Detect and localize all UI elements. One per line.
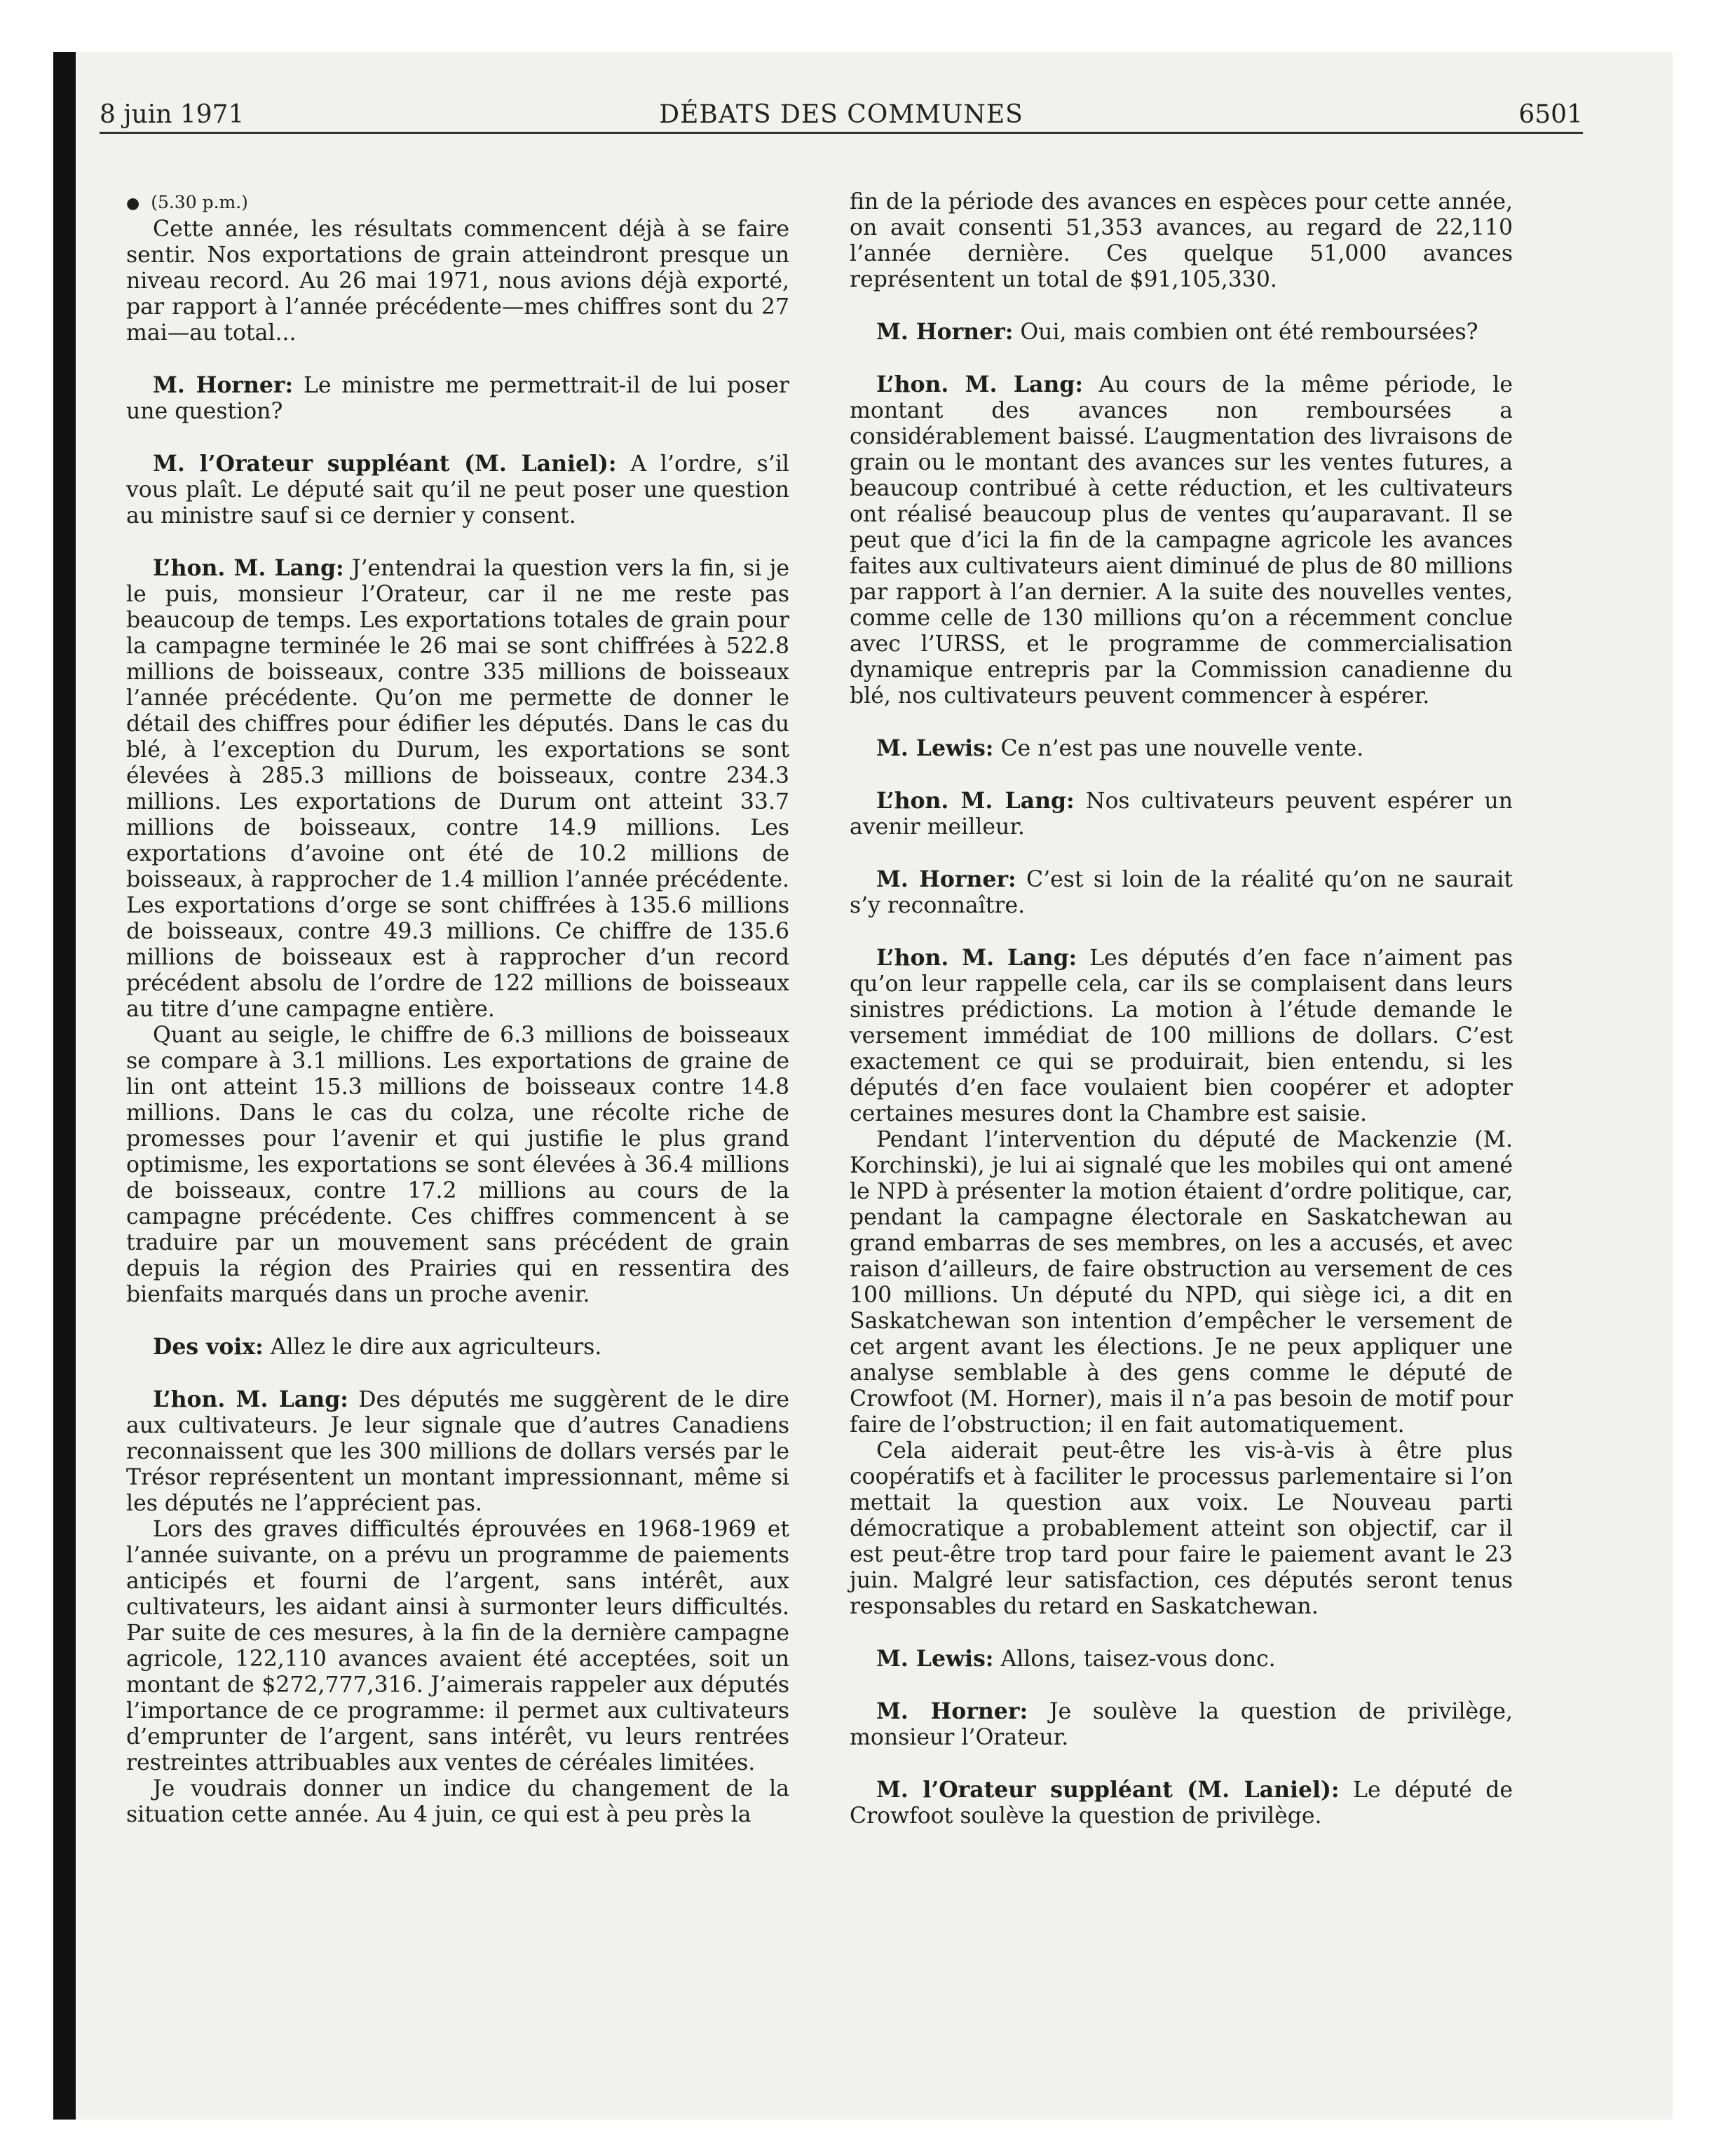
paragraph-text: Oui, mais combien ont été remboursées? <box>1020 320 1478 345</box>
speaker-name: M. l’Orateur suppléant (M. Laniel): <box>876 1777 1340 1803</box>
paragraph <box>850 1438 1513 1620</box>
speaker-name: M. Horner: <box>153 372 294 398</box>
timestamp <box>126 189 789 217</box>
speaker-name: L’hon. M. Lang: <box>153 1386 348 1412</box>
page-header <box>100 91 1583 134</box>
paragraph <box>850 371 1513 709</box>
paragraph-text: Je soulève la question de privilège, monsieur l’Orateur. <box>850 1699 1513 1750</box>
paragraph-text: Le ministre me permettrait-il de lui poser une question? <box>126 373 789 424</box>
speaker-name: L’hon. M. Lang: <box>876 371 1083 397</box>
paragraph <box>126 451 789 529</box>
paragraph-text: Ce n’est pas une nouvelle vente. <box>1000 736 1364 761</box>
paragraph-text: Cette année, les résultats commencent déjà à se faire sentir. Nos exportations de grain atteindront presque un niveau record. Au 26 mai 1971, nous avions déjà exporté, par rapport à l’année précédente—mes chiffres sont du 27 mai—au total... <box>126 217 789 346</box>
speaker-name: M. Lewis: <box>876 1646 994 1672</box>
paragraph <box>126 1334 789 1360</box>
paragraph-text: C’est si loin de la réalité qu’on ne saurait s’y reconnaître. <box>850 867 1513 918</box>
timestamp-text: (5.30 p.m.) <box>151 192 248 212</box>
paragraph <box>850 945 1513 1127</box>
speaker-name: M. Horner: <box>876 866 1016 892</box>
speaker-name: L’hon. M. Lang: <box>153 555 344 581</box>
right-column <box>850 189 1513 1829</box>
speaker-name: M. l’Orateur suppléant (M. Laniel): <box>153 451 617 477</box>
speaker-name: M. Lewis: <box>876 735 994 761</box>
binding-edge <box>53 52 76 2120</box>
paragraph-text: Allez le dire aux agriculteurs. <box>270 1335 602 1360</box>
paragraph-text: Nos cultivateurs peuvent espérer un avenir meilleur. <box>850 789 1513 840</box>
paragraph-text: Des députés me suggèrent de le dire aux cultivateurs. Je leur signale que d’autres Canadiens reconnaissent que les 300 millions de dollars versés par le Trésor représentent un montant impressionnant, même si les députés ne l’apprécient pas. <box>126 1387 790 1516</box>
paragraph <box>850 866 1513 919</box>
paragraph-text: A l’ordre, s’il vous plaît. Le député sait qu’il ne peut poser une question au ministre sauf si ce dernier y consent. <box>126 451 790 528</box>
paragraph <box>850 1698 1513 1751</box>
paragraph-text: Au cours de la même période, le montant des avances non remboursées a considérablement baissé. L’augmentation des livraisons de grain ou le montant des avances sur les ventes futures, a beaucoup contribué à cette réduction, et les cultivateurs ont réalisé beaucoup plus de ventes qu’auparavant. Il se peut que d’ici la fin de la campagne agricole les avances faites aux cultivateurs aient diminué de plus de 80 millions par rapport à l’an dernier. A la suite des nouvelles ventes, comme celle de 130 millions qu’on a récemment conclue avec l’URSS, et le programme de commercialisation dynamique entrepris par la Commission canadienne du blé, nos cultivateurs peuvent commencer à espérer. <box>850 372 1513 709</box>
paragraph-text: Cela aiderait peut-être les vis-à-vis à être plus coopératifs et à faciliter le processus parlementaire si l’on mettait la question aux voix. Le Nouveau parti démocratique a probablement atteint son objectif, car il est peut-être trop tard pour faire le paiement avant le 23 juin. Malgré leur satisfaction, ces députés seront tenus responsables du retard en Saskatchewan. <box>850 1438 1513 1619</box>
speaker-name: M. Horner: <box>876 319 1014 345</box>
paragraph <box>850 1646 1513 1672</box>
paragraph <box>850 735 1513 762</box>
header-date: 8 juin 1971 <box>100 100 245 129</box>
paragraph <box>126 372 789 425</box>
speaker-name: L’hon. M. Lang: <box>876 945 1077 971</box>
paragraph <box>126 1517 789 1776</box>
paragraph <box>126 555 789 1023</box>
paragraph <box>126 1776 789 1828</box>
speaker-name: M. Horner: <box>876 1698 1028 1724</box>
paragraph-text: fin de la période des avances en espèces pour cette année, on avait consenti 51,353 avances, au regard de 22,110 l’année dernière. Ces quelque 51,000 avances représentent un total de $91,105,330. <box>850 189 1513 292</box>
paragraph <box>850 788 1513 840</box>
header-title: DÉBATS DES COMMUNES <box>659 100 1023 129</box>
paragraph <box>850 1777 1513 1829</box>
paragraph-text: Allons, taisez-vous donc. <box>1000 1646 1276 1672</box>
paragraph <box>850 189 1513 293</box>
paragraph-text: Les députés d’en face n’aiment pas qu’on leur rappelle cela, car ils se complaisent dans leurs sinistres prédictions. La motion à l’étude demande le versement immédiat de 100 millions de dollars. C’est exactement ce qui se produirait, bien entendu, si les députés d’en face voulaient bien coopérer et adopter certaines mesures dont la Chambre est saisie. <box>850 946 1513 1126</box>
left-column <box>126 189 789 1828</box>
header-page-number: 6501 <box>1518 100 1583 129</box>
bullet-icon: ● <box>126 195 140 212</box>
paragraph-text: Pendant l’intervention du député de Mackenzie (M. Korchinski), je lui ai signalé que les mobiles qui ont amené le NPD à présenter la motion étaient d’ordre politique, car, pendant la campagne électorale en Saskatchewan au grand embarras de ses membres, on les a accusés, et avec raison d’ailleurs, de faire obstruction au versement de ces 100 millions. Un député du NPD, qui siège ici, a dit en Saskatchewan son intention d’empêcher le versement de cet argent avant les élections. Je ne peux appliquer une analyse semblable à des gens comme le député de Crowfoot (M. Horner), mais il n’a pas besoin de motif pour faire de l’obstruction; il en fait automatiquement. <box>850 1127 1513 1438</box>
paragraph-text: Quant au seigle, le chiffre de 6.3 millions de boisseaux se compare à 3.1 millions. Les exportations de graine de lin ont atteint 15.3 millions de boisseaux contre 14.8 millions. Dans le cas du colza, une récolte riche de promesses pour l’avenir et qui justifie le plus grand optimisme, les exportations se sont élevées à 36.4 millions de boisseaux, contre 17.2 millions au cours de la campagne précédente. Ces chiffres commencent à se traduire par un mouvement sans précédent de grain depuis la région des Prairies qui en ressentira des bienfaits marqués dans un proche avenir. <box>126 1023 789 1307</box>
paragraph <box>126 1386 789 1517</box>
paragraph <box>850 319 1513 346</box>
paragraph-text: J’entendrai la question vers la fin, si je le puis, monsieur l’Orateur, car il ne me reste pas beaucoup de temps. Les exportations totales de grain pour la campagne terminée le 26 mai se sont chiffrées à 522.8 millions de boisseaux, contre 335 millions de boisseaux l’année précédente. Qu’on me permette de donner le détail des chiffres pour édifier les députés. Dans le cas du blé, à l’exception du Durum, les exportations se sont élevées à 285.3 millions de boisseaux, contre 234.3 millions. Les exportations de Durum ont atteint 33.7 millions de boisseaux, contre 14.9 millions. Les exportations d’avoine ont été de 10.2 millions de boisseaux, à rapprocher de 1.4 million l’année précédente. Les exportations d’orge se sont chiffrées à 135.6 millions de boisseaux, contre 49.3 millions. Ce chiffre de 135.6 millions de boisseaux est à rapprocher d’un record précédent absolu de l’ordre de 122 millions de boisseaux au titre d’une campagne entière. <box>126 556 789 1022</box>
paragraph <box>126 217 789 346</box>
paragraph-text: Lors des graves difficultés éprouvées en 1968-1969 et l’année suivante, on a prévu un programme de paiements anticipés et fourni de l’argent, sans intérêt, aux cultivateurs, les aidant ainsi à surmonter leurs difficultés. Par suite de ces mesures, à la fin de la dernière campagne agricole, 122,110 avances avaient été acceptées, soit un montant de $272,777,316. J’aimerais rappeler aux députés l’importance de ce programme: il permet aux cultivateurs d’emprunter de l’argent, sans intérêt, vu leurs rentrées restreintes attribuables aux ventes de céréales limitées. <box>126 1517 789 1775</box>
speaker-name: L’hon. M. Lang: <box>876 788 1075 814</box>
paragraph-text: Le député de Crowfoot soulève la question de privilège. <box>850 1778 1513 1829</box>
paragraph <box>126 1023 789 1308</box>
speaker-name: Des voix: <box>153 1334 264 1360</box>
paragraph <box>850 1127 1513 1438</box>
paragraph-text: Je voudrais donner un indice du changement de la situation cette année. Au 4 juin, ce qui est à peu près la <box>126 1776 789 1827</box>
